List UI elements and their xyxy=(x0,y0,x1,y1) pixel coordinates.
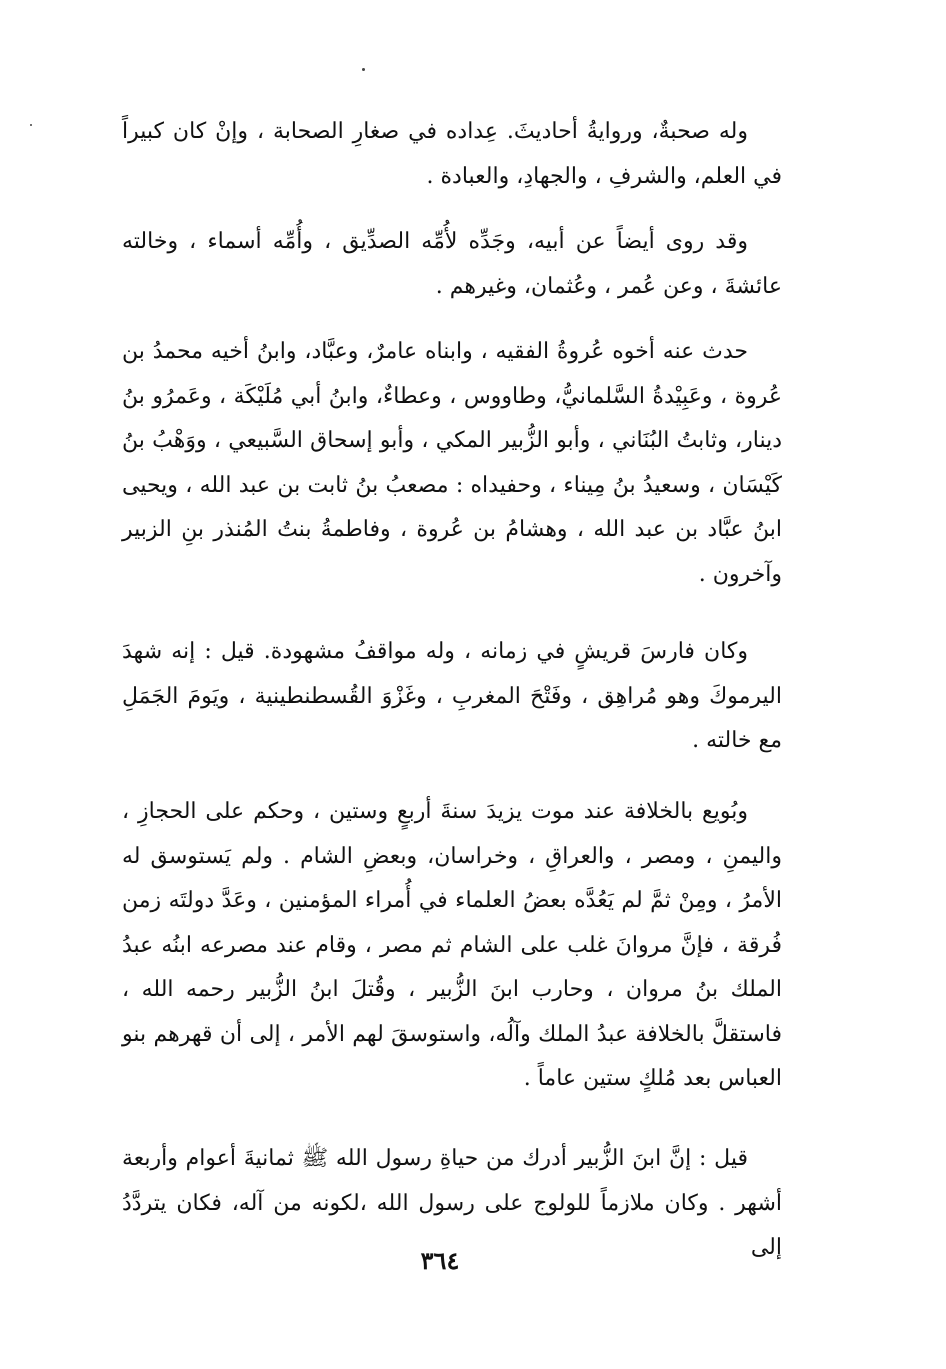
paragraph-companionship: وله صحبةٌ، وروايةُ أحاديثَ. عِداده في صغارِ الصحابة ، وإنْ كان كبيراً في العلم، والشرفِ ، والجهادِ، والعبادة . xyxy=(122,119,782,189)
scan-speck xyxy=(30,124,32,126)
paragraph-caliphate: وبُويع بالخلافة عند موت يزيدَ سنةَ أربعٍ وستين ، وحكم على الحجازِ ، واليمنِ ، ومصر ، والعراقِ ، وخراسان، وبعضِ الشام . ولم يَستوسق له الأمرُ ، ومِنْ ثمَّ لم يَعُدَّه بعضُ العلماء في أُمراء المؤمنين ، وعَدَّ دولتَه زمن فُرقة ، فإنَّ مروانَ غلب على الشام ثم مصر ، وقام عند مصرعه ابنُه عبدُ الملك بنُ مروان ، وحارب ابنَ الزُّبير ، وقُتلَ ابنُ الزُّبير رحمه الله ، فاستقلَّ بالخلافة عبدُ الملك وآلُه، واستوسقَ لهم الأمر ، إلى أن قهرهم بنو العباس بعد مُلكٍ ستين عاماً . xyxy=(122,799,782,1091)
page-number: ٣٦٤ xyxy=(420,1246,460,1275)
paragraph-battles: وكان فارسَ قريشٍ في زمانه ، وله مواقفُ مشهودة. قيل : إنه شهدَ اليرموكَ وهو مُراهِق ، وفَتْحَ المغربِ ، وغَزْوَ القُسطنطينية ، ويَومَ الجَمَلِ مع خالته . xyxy=(122,639,782,753)
paragraph-prophet-years: قيل : إنَّ ابنَ الزُّبير أدرك من حياةِ رسول الله ﷺ ثمانيةَ أعوام وأربعة أشهر . وكان ملازماً للولوج على رسول الله ،لكونه من آله، فكان يتردَّدُ إلى xyxy=(122,1146,782,1260)
scan-speck xyxy=(362,68,365,71)
paragraph-narrators: حدث عنه أخوه عُروةُ الفقيه ، وابناه عامرٌ، وعبَّاد، وابنُ أخيه محمدُ بن عُروة ، وعَبِيْدةُ السَّلمانيُّ، وطاووس ، وعطاءٌ، وابنُ أبي مُلَيْكَة ، وعَمرُو بنُ دينار، وثابتُ البُنَاني ، وأبو الزُّبير المكي ، وأبو إسحاق السَّبيعي ، ووَهْبُ بنُ كَيْسَان ، وسعيدُ بنُ مِيناء ، وحفيداه : مصعبُ بنُ ثابت بن عبد الله ، ويحيى ابنُ عبَّاد بن عبد الله ، وهشامُ بن عُروة ، وفاطمةُ بنتُ المُنذر بنِ الزبير وآخرون . xyxy=(122,339,782,587)
paragraph-narrations: وقد روى أيضاً عن أبيه، وجَدِّه لأُمِّه الصدِّيق ، وأُمِّه أسماء ، وخالته عائشةَ ، وعن عُمر ، وعُثمان، وغيرهم . xyxy=(122,229,782,299)
